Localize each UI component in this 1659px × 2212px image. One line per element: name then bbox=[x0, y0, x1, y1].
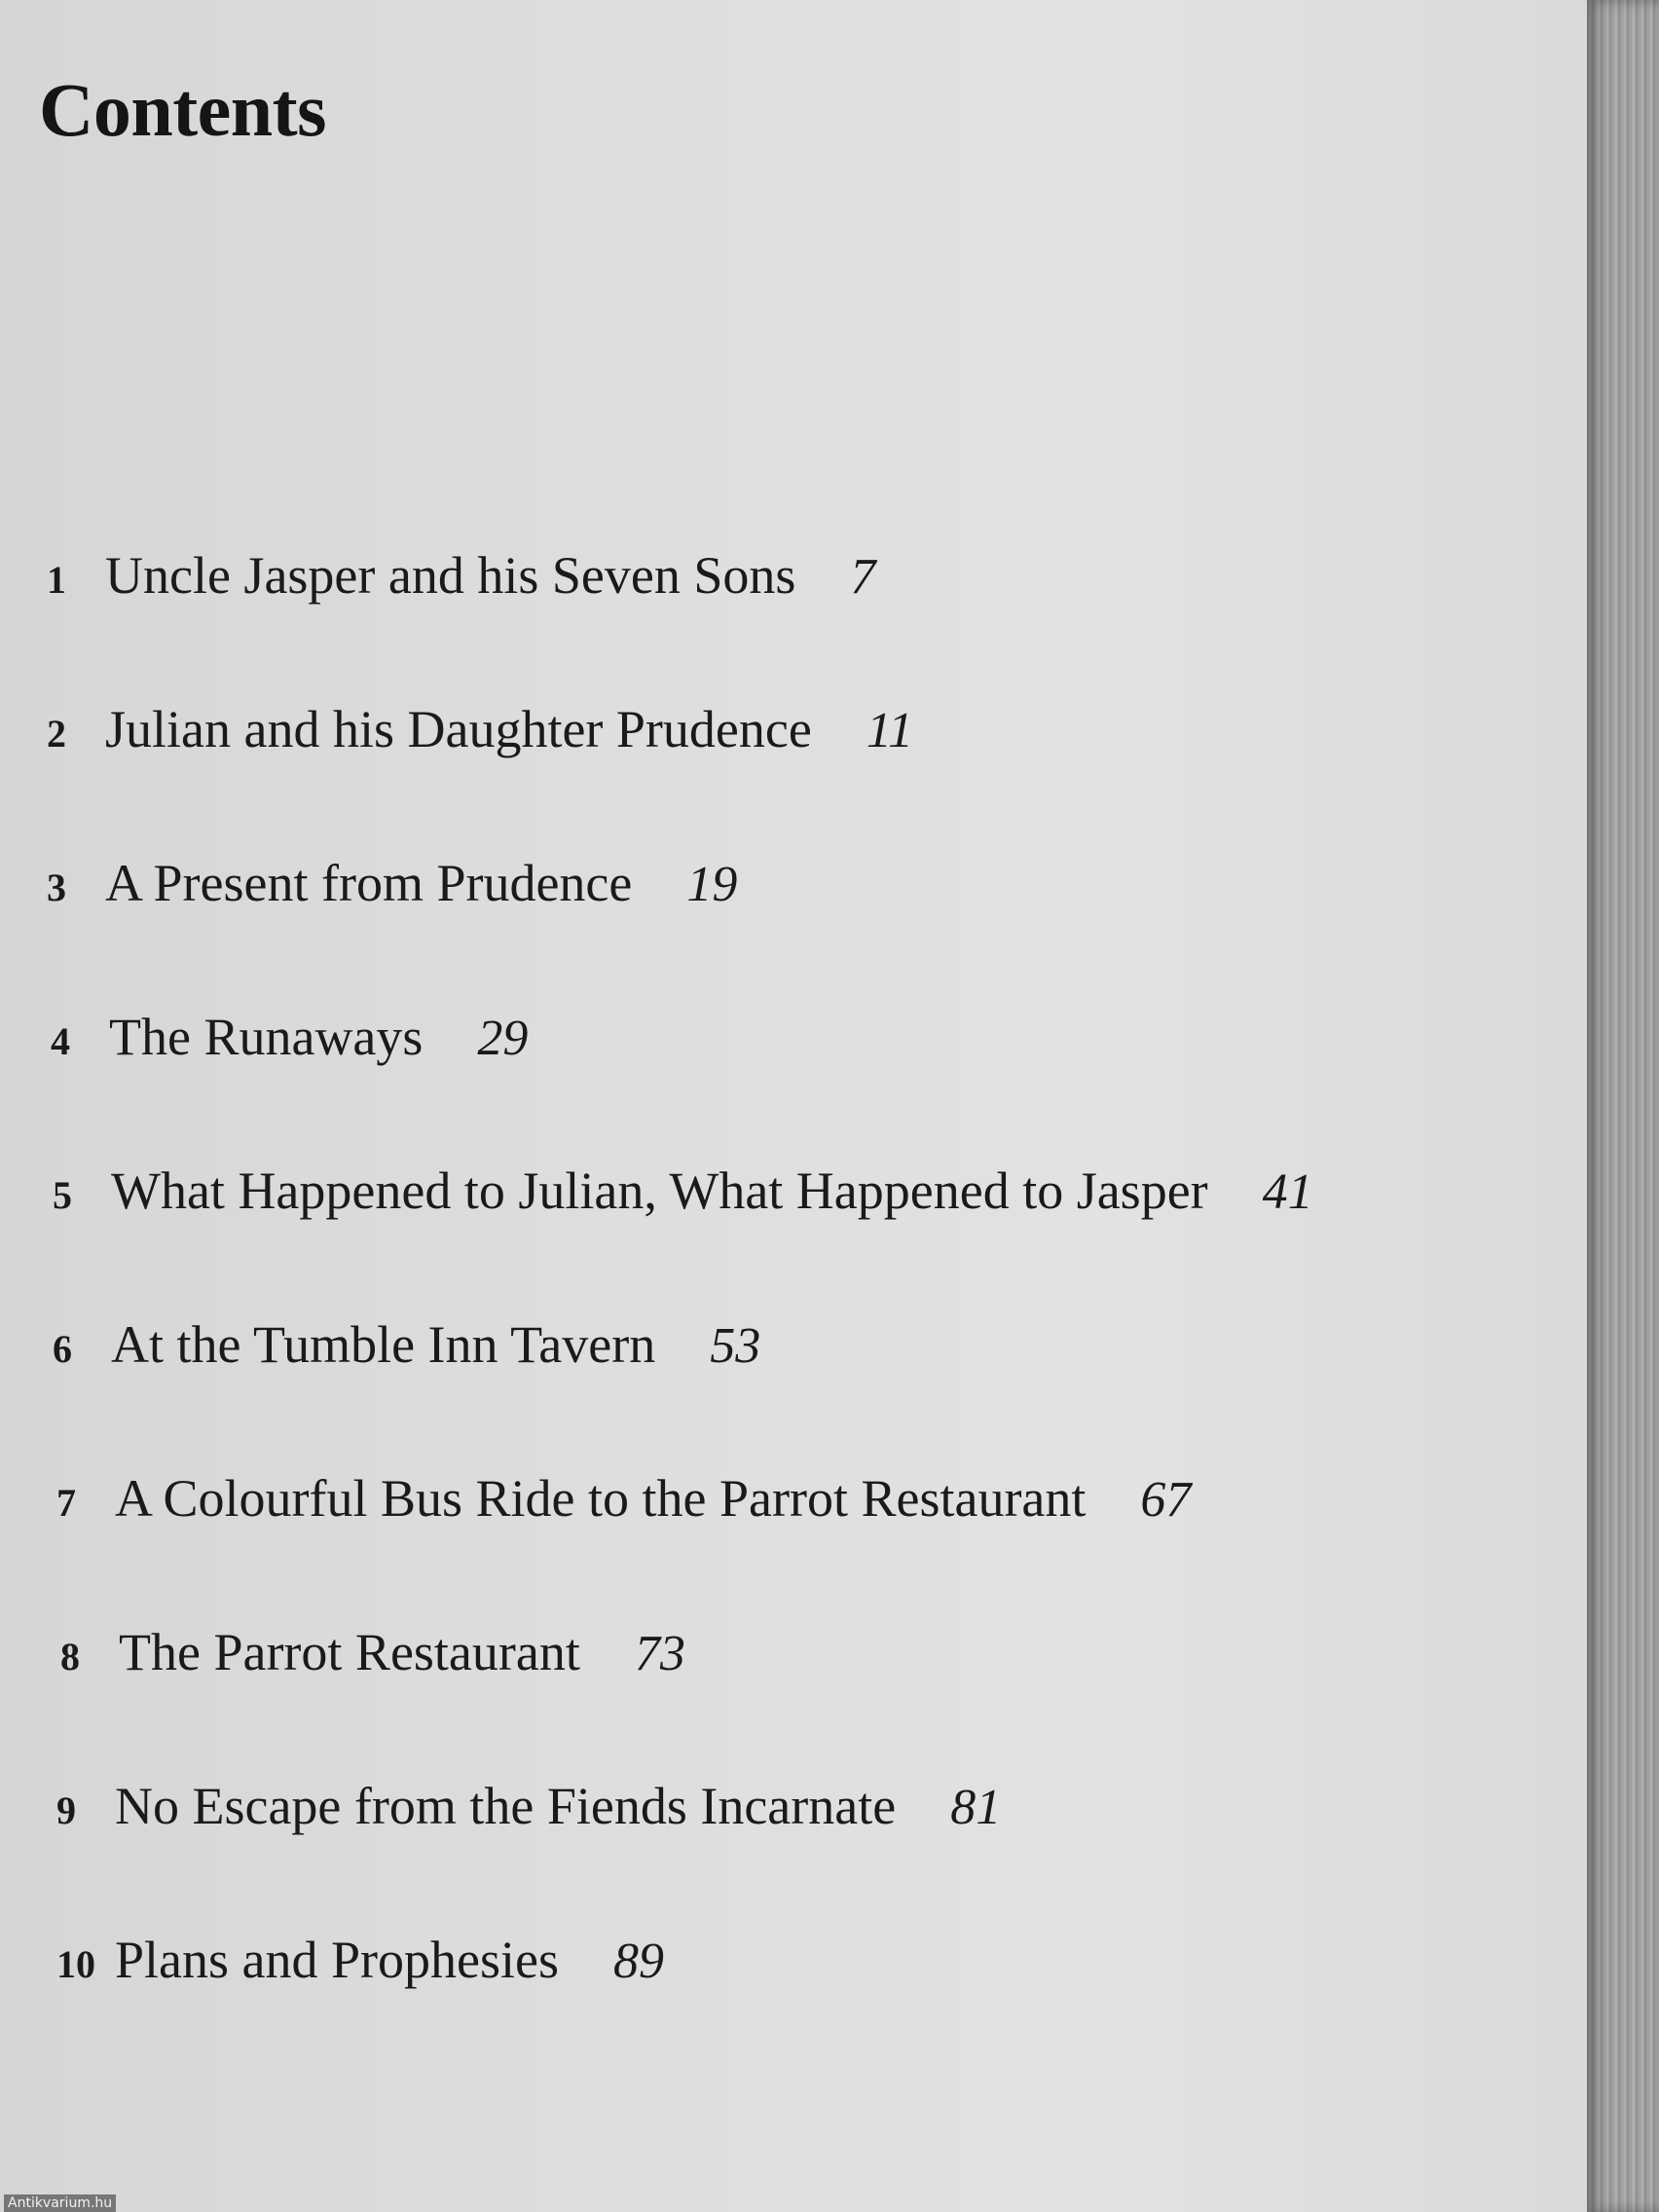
chapter-title: A Colourful Bus Ride to the Parrot Restaurant bbox=[115, 1469, 1087, 1528]
chapter-page-number: 29 bbox=[477, 1011, 529, 1066]
chapter-number: 8 bbox=[60, 1635, 80, 1678]
watermark: Antikvarium.hu bbox=[4, 2194, 116, 2212]
chapter-page-number: 7 bbox=[850, 549, 876, 605]
chapter-page-number: 67 bbox=[1140, 1472, 1192, 1528]
chapter-number: 7 bbox=[56, 1481, 76, 1525]
chapter-page-number: 11 bbox=[866, 703, 913, 758]
chapter-page-number: 41 bbox=[1262, 1164, 1313, 1220]
chapter-title: Uncle Jasper and his Seven Sons bbox=[105, 546, 796, 605]
chapter-title: The Runaways bbox=[109, 1008, 424, 1066]
toc-entry bbox=[47, 853, 737, 913]
toc-entry bbox=[56, 1930, 664, 1990]
chapter-title: At the Tumble Inn Tavern bbox=[111, 1315, 656, 1374]
chapter-number: 4 bbox=[51, 1019, 70, 1063]
chapter-title: The Parrot Restaurant bbox=[119, 1623, 580, 1681]
chapter-number: 6 bbox=[53, 1327, 72, 1371]
toc-entry bbox=[53, 1314, 760, 1375]
chapter-number: 2 bbox=[47, 712, 66, 756]
chapter-title: What Happened to Julian, What Happened to Jasper bbox=[111, 1161, 1208, 1220]
chapter-page-number: 81 bbox=[950, 1780, 1002, 1835]
page-title: Contents bbox=[39, 67, 327, 152]
chapter-title: Plans and Prophesies bbox=[115, 1931, 559, 1989]
chapter-title: No Escape from the Fiends Incarnate bbox=[115, 1777, 897, 1835]
toc-entry bbox=[56, 1776, 1001, 1836]
toc-entry bbox=[47, 699, 913, 759]
chapter-number: 9 bbox=[56, 1788, 76, 1832]
chapter-title: A Present from Prudence bbox=[105, 854, 633, 912]
chapter-page-number: 19 bbox=[686, 857, 738, 912]
toc-entry bbox=[56, 1468, 1191, 1529]
chapter-number: 1 bbox=[47, 558, 66, 602]
chapter-page-number: 73 bbox=[634, 1626, 685, 1681]
toc-entry bbox=[60, 1622, 685, 1682]
chapter-page-number: 89 bbox=[612, 1934, 664, 1989]
toc-entry bbox=[47, 545, 875, 606]
chapter-number: 10 bbox=[56, 1942, 95, 1986]
book-binding-edge bbox=[1587, 0, 1659, 2212]
chapter-title: Julian and his Daughter Prudence bbox=[105, 700, 812, 758]
toc-entry bbox=[53, 1161, 1313, 1221]
toc-entry bbox=[51, 1007, 528, 1067]
chapter-number: 3 bbox=[47, 866, 66, 909]
chapter-number: 5 bbox=[53, 1173, 72, 1217]
chapter-page-number: 53 bbox=[710, 1318, 761, 1374]
